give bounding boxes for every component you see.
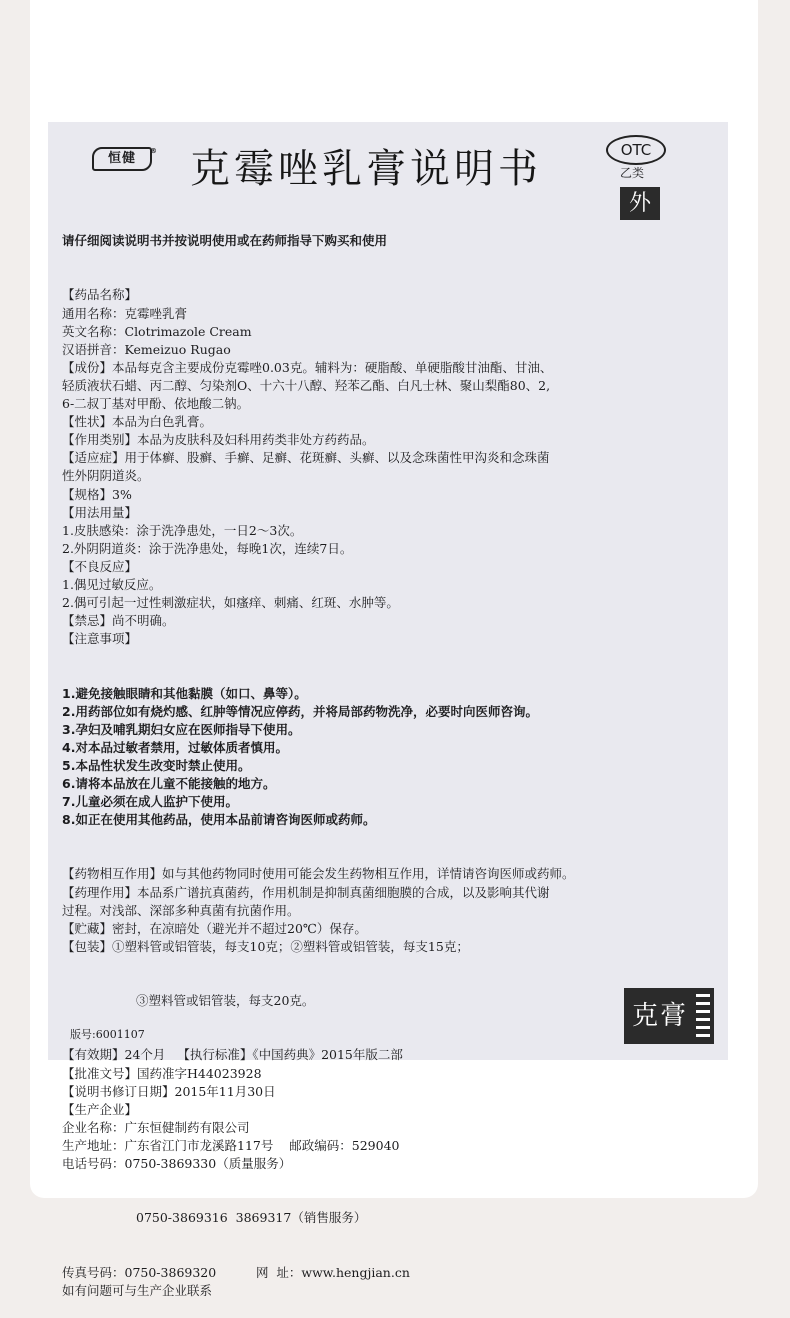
leaflet-line: 【不良反应】	[62, 558, 138, 574]
leaflet-line: 电话号码：0750-3869330（质量服务）	[62, 1155, 292, 1171]
instruction-line: 请仔细阅读说明书并按说明使用或在药师指导下购买和使用	[62, 233, 388, 249]
leaflet-line: 6-二叔丁基对甲酚、依地酸二钠。	[62, 396, 250, 412]
leaflet-line: 【注意事项】	[62, 631, 138, 647]
version-number: 版号:6001107	[70, 1028, 145, 1041]
phone-line-2: 0750-3869316 3869317（销售服务）	[136, 1210, 367, 1226]
leaflet-body	[62, 196, 702, 1318]
page-title: 克霉唑乳膏说明书	[190, 146, 542, 192]
stripe-mark	[696, 1034, 710, 1037]
external-use-badge: 外	[620, 187, 660, 220]
stripe-mark	[696, 994, 710, 997]
notice-line: 8.如正在使用其他药品，使用本品前请咨询医师或药师。	[62, 812, 376, 828]
leaflet-line: 过程。对浅部、深部多种真菌有抗菌作用。	[62, 902, 300, 918]
logo-text: 恒健	[107, 151, 136, 166]
notice-line: 7.儿童必须在成人监护下使用。	[62, 794, 238, 810]
stripe-mark	[696, 1026, 710, 1029]
leaflet-line: 【作用类别】本品为皮肤科及妇科用药类非处方药药品。	[62, 432, 375, 448]
leaflet-line: 性外阴阴道炎。	[62, 468, 150, 484]
leaflet-line: 【包装】①塑料管或铝管装，每支10克；②塑料管或铝管装，每支15克；	[62, 938, 469, 954]
notice-line: 1.避免接触眼睛和其他黏膜（如口、鼻等）。	[62, 685, 307, 701]
leaflet-line: 【药物相互作用】如与其他药物同时使用可能会发生药物相互作用，详情请咨询医师或药师。	[62, 866, 575, 882]
leaflet-line: 【用法用量】	[62, 504, 138, 520]
otc-class: 乙类	[620, 166, 645, 180]
leaflet-line: 生产地址：广东省江门市龙溪路117号 邮政编码：529040	[62, 1137, 400, 1153]
leaflet-line: 【批准文号】国药准字H44023928	[62, 1065, 262, 1081]
leaflet-line: 2.外阴阴道炎：涂于洗净患处，每晚1次，连续7日。	[62, 540, 353, 556]
notice-line: 4.对本品过敏者禁用，过敏体质者慎用。	[62, 739, 288, 755]
leaflet-line: 轻质液状石蜡、丙二醇、匀染剂O、十六十八醇、羟苯乙酯、白凡士林、聚山梨酯80、2,	[62, 377, 551, 393]
notice-line: 5.本品性状发生改变时禁止使用。	[62, 757, 251, 773]
leaflet-line: 企业名称：广东恒健制药有限公司	[62, 1119, 250, 1135]
corner-label-text: 克膏	[632, 1001, 689, 1031]
package-line-3: ③塑料管或铝管装，每支20克。	[136, 993, 315, 1009]
brand-logo	[92, 147, 158, 171]
leaflet-line: 通用名称：克霉唑乳膏	[62, 305, 188, 321]
stripe-mark	[696, 1002, 710, 1005]
notice-line: 2.用药部位如有烧灼感、红肿等情况应停药，并将局部药物洗净，必要时向医师咨询。	[62, 703, 538, 719]
leaflet-line: 【适应症】用于体癣、股癣、手癣、足癣、花斑癣、头癣、以及念珠菌性甲沟炎和念珠菌	[62, 450, 550, 466]
leaflet-line: 【药品名称】	[62, 287, 138, 303]
stripe-mark	[696, 1018, 710, 1021]
leaflet-line: 【性状】本品为白色乳膏。	[62, 414, 213, 430]
leaflet-line: 【贮藏】密封，在凉暗处（避光并不超过20℃）保存。	[62, 920, 367, 936]
notice-line: 6.请将本品放在儿童不能接触的地方。	[62, 776, 276, 791]
leaflet-line: 1.皮肤感染：涂于洗净患处，一日2～3次。	[62, 522, 303, 538]
leaflet-line: 如有问题可与生产企业联系	[62, 1282, 213, 1298]
corner-label	[624, 988, 714, 1044]
leaflet-line: 【规格】3%	[62, 486, 132, 502]
leaflet-line: 【药理作用】本品系广谱抗真菌药，作用机制是抑制真菌细胞膜的合成，以及影响其代谢	[62, 884, 550, 900]
leaflet-line: 2.偶可引起一过性刺激症状，如瘙痒、刺痛、红斑、水肿等。	[62, 595, 399, 611]
leaflet-line: 【说明书修订日期】2015年11月30日	[62, 1083, 276, 1099]
leaflet-line: 1.偶见过敏反应。	[62, 576, 162, 592]
registered-mark: ®	[150, 147, 158, 155]
leaflet-line: 英文名称：Clotrimazole Cream	[62, 323, 252, 339]
leaflet-line: 汉语拼音：Kemeizuo Rugao	[62, 341, 231, 357]
leaflet-line: 【有效期】24个月 【执行标准】《中国药典》2015年版二部	[62, 1047, 403, 1063]
stripe-mark	[696, 1010, 710, 1013]
leaflet-line: 传真号码：0750-3869320 网 址：www.hengjian.cn	[62, 1264, 410, 1280]
notice-line: 3.孕妇及哺乳期妇女应在医师指导下使用。	[62, 721, 301, 737]
leaflet-line: 【生产企业】	[62, 1101, 138, 1117]
otc-badge: OTC	[606, 135, 666, 165]
leaflet-line: 【禁忌】尚不明确。	[62, 613, 175, 629]
leaflet-line: 【成份】本品每克含主要成份克霉唑0.03克。辅料为：硬脂酸、单硬脂酸甘油酯、甘油、	[62, 359, 553, 375]
